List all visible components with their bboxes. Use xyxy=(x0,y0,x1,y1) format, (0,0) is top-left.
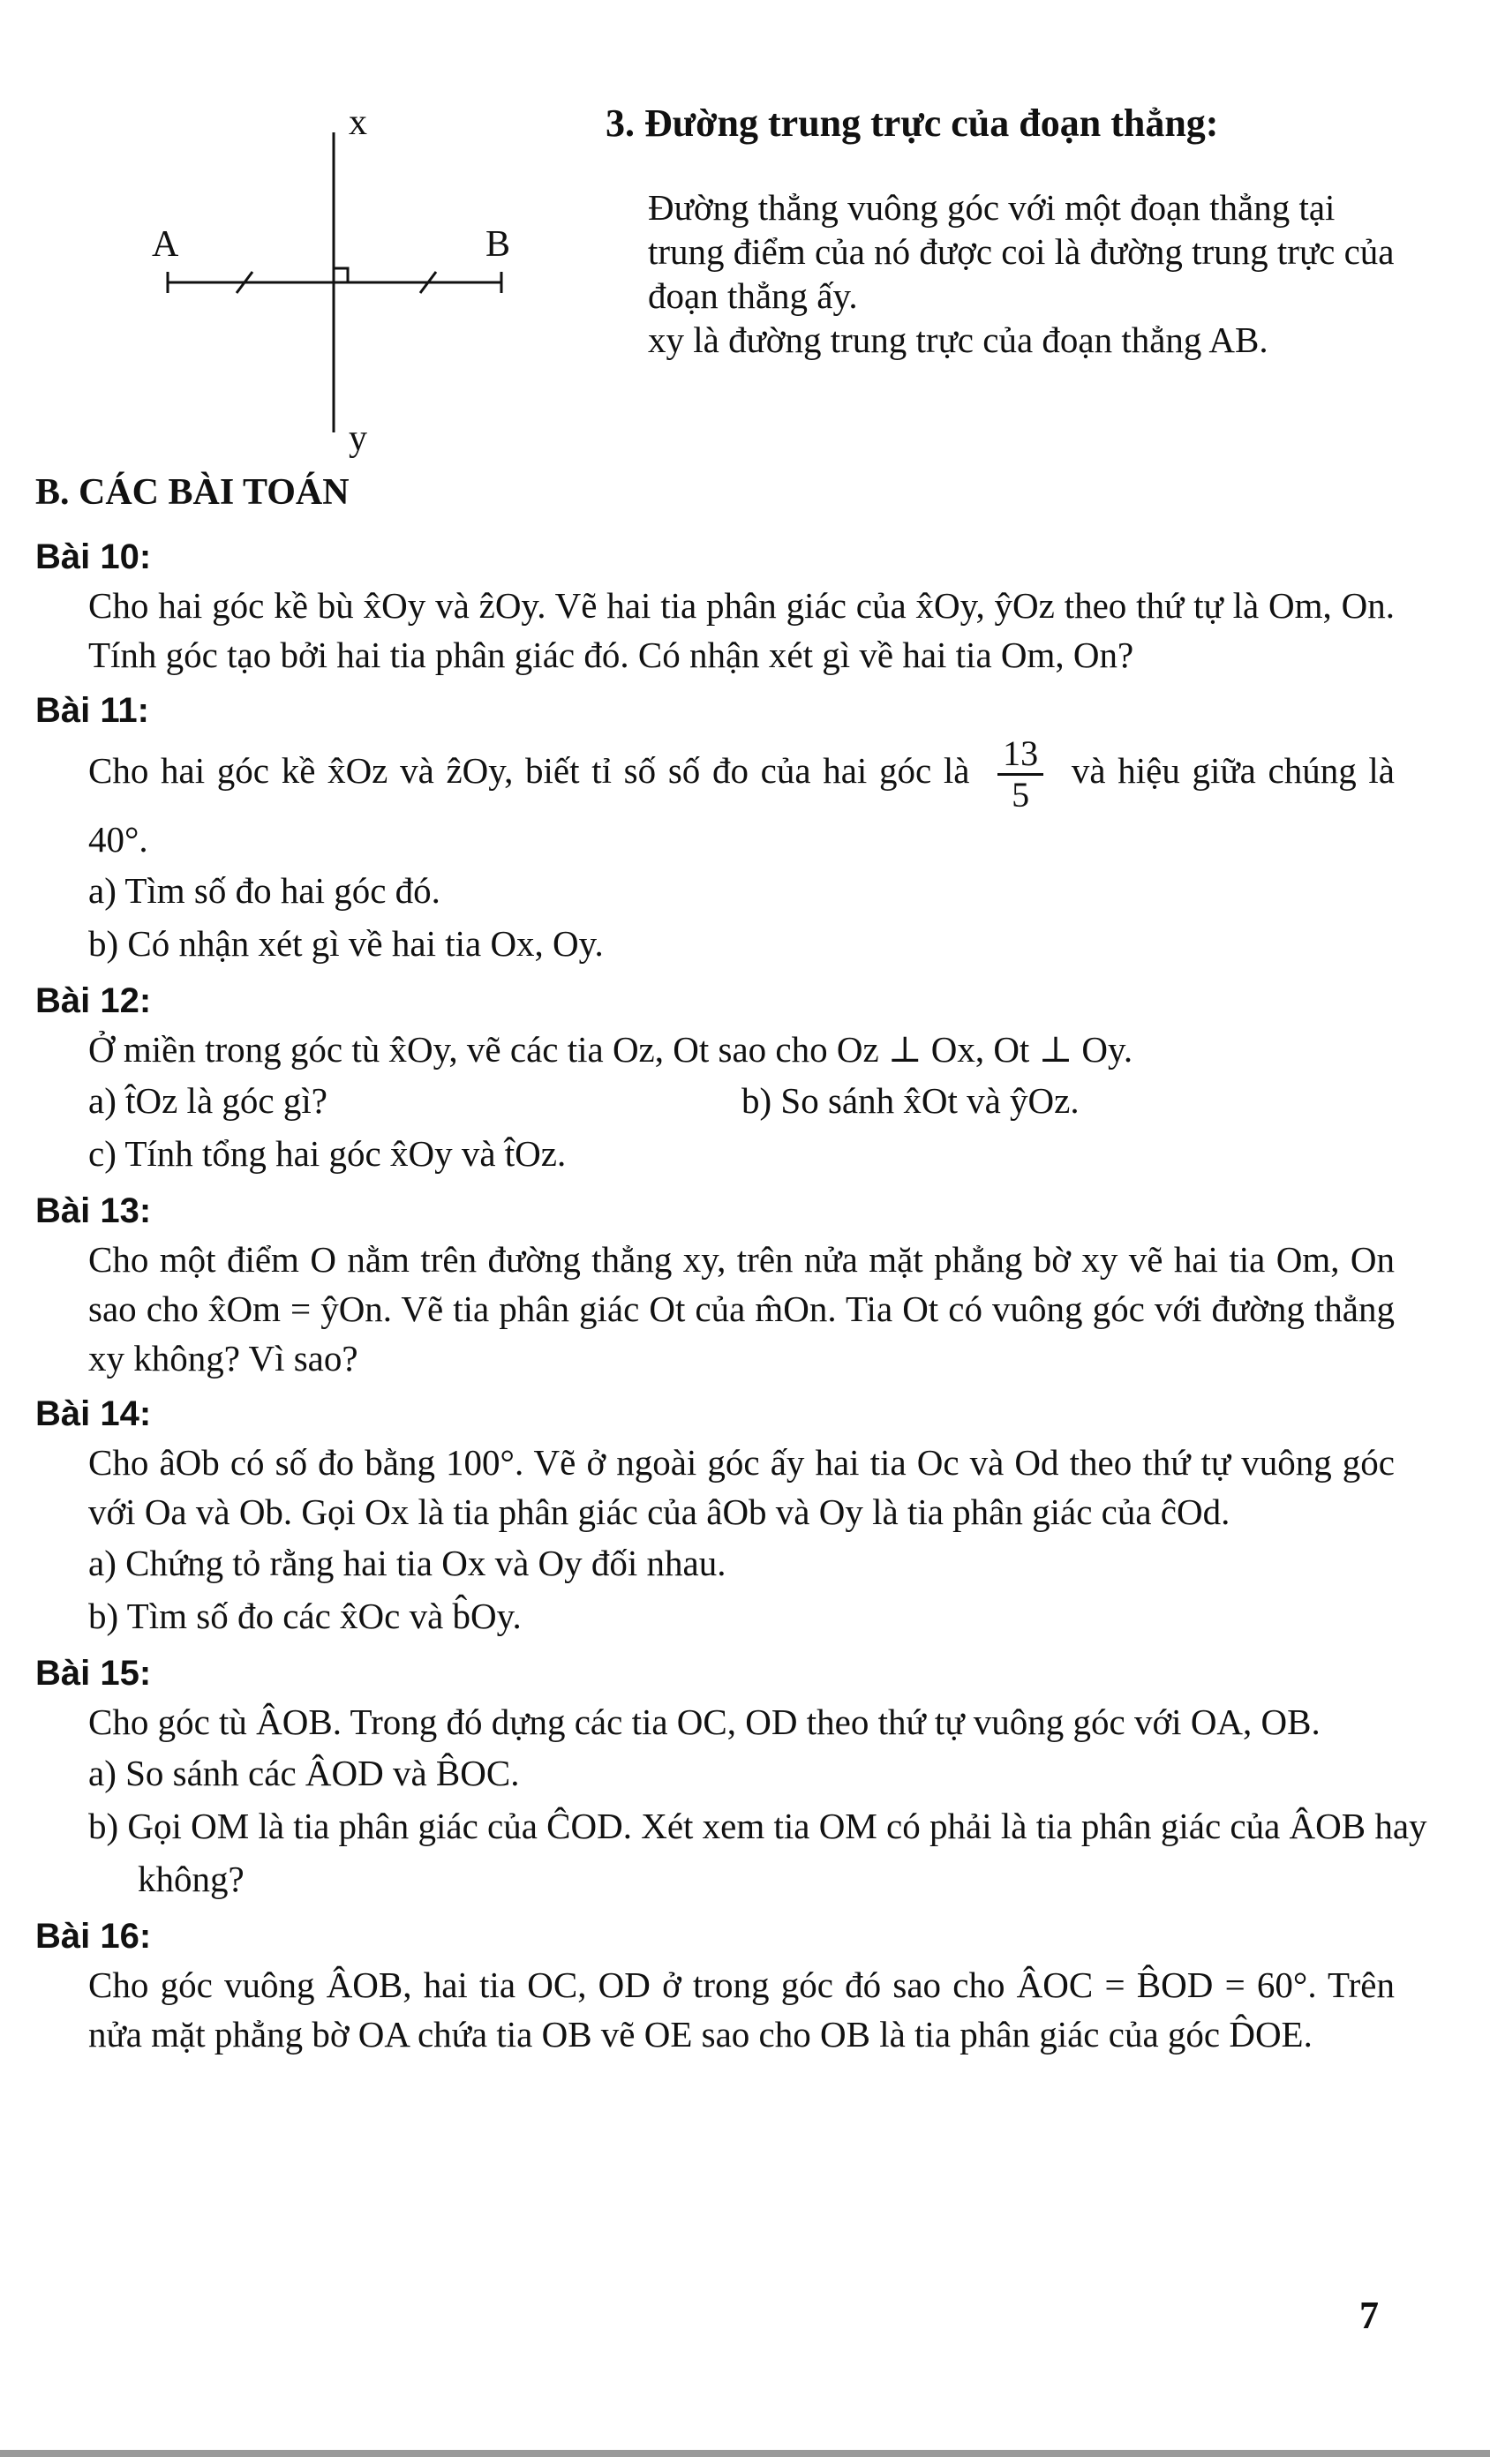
problem-heading: Bài 12: xyxy=(35,981,152,1020)
theory-title: 3. Đường trung trực của đoạn thẳng: xyxy=(606,101,1219,145)
problem-10 xyxy=(35,533,1395,680)
problem-item: b) So sánh x̂Ot và ŷOz. xyxy=(741,1080,1080,1121)
perpendicular-bisector-diagram xyxy=(132,97,538,468)
problem-text: Cho góc tù ÂOB. Trong đó dựng các tia OC, OD theo thứ tự vuông góc với OA, OB. xyxy=(88,1702,1321,1742)
problem-text xyxy=(88,734,1395,864)
label-y: y xyxy=(349,418,367,459)
problem-list xyxy=(35,533,1427,2066)
fraction-denominator: 5 xyxy=(1012,775,1030,815)
problem-heading: Bài 14: xyxy=(35,1394,152,1433)
problem-text-part: Cho hai góc kề x̂Oz và ẑOy, biết tỉ số số đo của hai góc là xyxy=(88,749,970,791)
theory-block xyxy=(606,97,1418,362)
problem-12 xyxy=(35,977,1386,1180)
page-number: 7 xyxy=(1359,2294,1379,2337)
problem-item: b) Gọi OM là tia phân giác của ĈOD. Xét xem tia OM có phải là tia phân giác của ÂOB hay không? xyxy=(88,1806,1427,1899)
problem-item: a) Tìm số đo hai góc đó. xyxy=(88,870,440,911)
problem-item: c) Tính tổng hai góc x̂Oy và t̂Oz. xyxy=(88,1133,567,1174)
problem-item: b) Có nhận xét gì về hai tia Ox, Oy. xyxy=(88,923,604,964)
problem-11 xyxy=(35,687,1395,970)
problem-13 xyxy=(35,1187,1395,1383)
problem-text: Cho hai góc kề bù x̂Oy và ẑOy. Vẽ hai tia phân giác của x̂Oy, ŷOz theo thứ tự là Om, On. Tính góc tạo bởi hai tia phân giác đó. Có nhận xét gì về hai tia Om, On? xyxy=(88,585,1395,675)
problem-text-part: và hiệu giữa chúng là 40°. xyxy=(88,749,1395,860)
problem-heading: Bài 10: xyxy=(35,537,152,576)
problem-text: Cho một điểm O nằm trên đường thẳng xy, trên nửa mặt phẳng bờ xy vẽ hai tia Om, On sao cho x̂Om = ŷOn. Vẽ tia phân giác Ot của m̂On. Tia Ot có vuông góc với đường thẳng xy không? Vì sao? xyxy=(88,1239,1395,1378)
bottom-edge xyxy=(0,2450,1490,2457)
problem-heading: Bài 16: xyxy=(35,1917,152,1956)
problem-text: Ở miền trong góc tù x̂Oy, vẽ các tia Oz, Ot sao cho Oz ⊥ Ox, Ot ⊥ Oy. xyxy=(88,1029,1133,1070)
problem-text: Cho góc vuông ÂOB, hai tia OC, OD ở trong góc đó sao cho ÂOC = B̂OD = 60°. Trên nửa mặt phẳng bờ OA chứa tia OB vẽ OE sao cho OB là tia phân giác của góc D̂OE. xyxy=(88,1964,1395,2055)
problem-text: Cho âOb có số đo bằng 100°. Vẽ ở ngoài góc ấy hai tia Oc và Od theo thứ tự vuông góc với Oa và Ob. Gọi Ox là tia phân giác của âOb và Oy là tia phân giác của ĉOd. xyxy=(88,1442,1395,1532)
problem-item-row xyxy=(88,1074,1395,1127)
problem-item: a) Chứng tỏ rằng hai tia Ox và Oy đối nhau. xyxy=(88,1543,726,1583)
problem-15 xyxy=(35,1649,1427,1905)
problem-14 xyxy=(35,1390,1395,1642)
problem-heading: Bài 11: xyxy=(35,691,149,730)
label-b: B xyxy=(485,224,511,265)
problem-heading: Bài 13: xyxy=(35,1191,152,1230)
label-x: x xyxy=(349,102,367,143)
section-title: B. CÁC BÀI TOÁN xyxy=(35,472,350,513)
problem-16 xyxy=(35,1912,1395,2059)
problem-item: a) t̂Oz là góc gì? xyxy=(88,1080,327,1121)
theory-example: xy là đường trung trực của đoạn thẳng AB. xyxy=(648,319,1268,360)
problem-heading: Bài 15: xyxy=(35,1654,152,1693)
right-angle-mark xyxy=(334,268,348,282)
fraction-numerator: 13 xyxy=(997,734,1043,776)
perpendicular-bisector-figure xyxy=(132,97,538,468)
theory-definition: Đường thẳng vuông góc với một đoạn thẳng tại trung điểm của nó được coi là đường trung trực của đoạn thẳng ấy. xyxy=(648,187,1395,316)
problem-item: a) So sánh các ÂOD và B̂OC. xyxy=(88,1753,520,1793)
problem-item: b) Tìm số đo các x̂Oc và b̂Oy. xyxy=(88,1596,522,1636)
label-a: A xyxy=(152,224,179,265)
fraction xyxy=(997,734,1043,815)
